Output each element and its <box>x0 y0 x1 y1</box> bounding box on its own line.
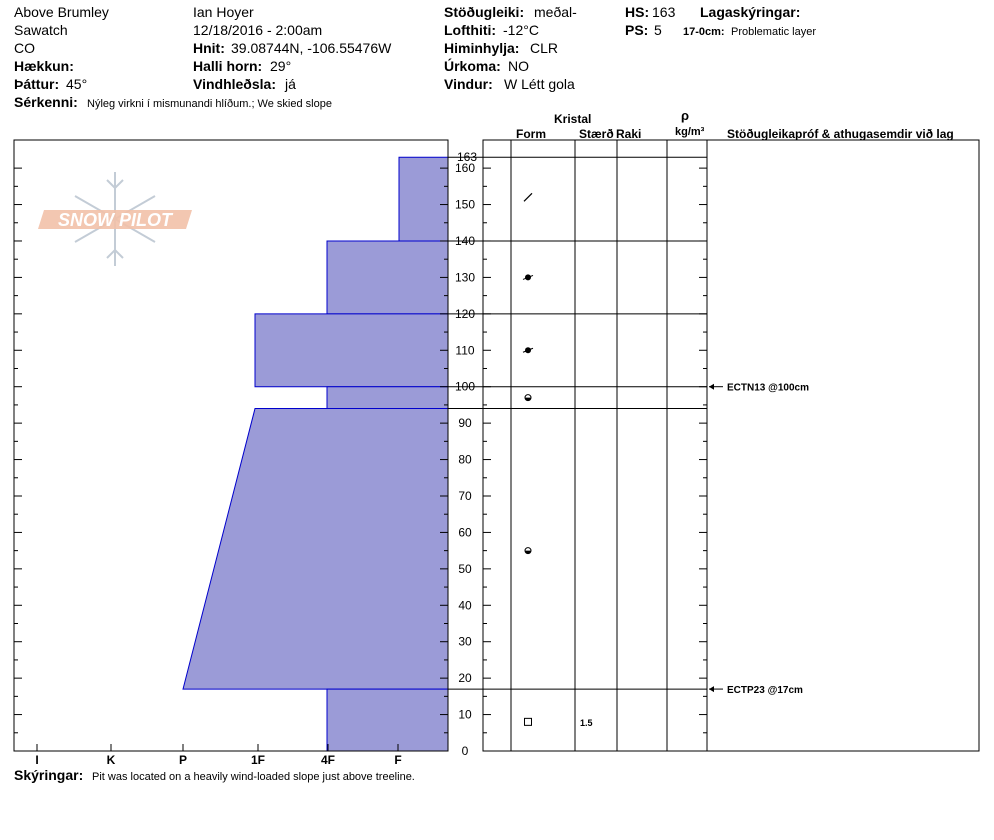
grain-square-icon <box>525 718 532 725</box>
layer-table-frame <box>483 140 979 751</box>
test-arrow-icon <box>709 686 714 692</box>
slope-label: Halli horn: <box>193 58 263 74</box>
hardness-layer <box>183 409 448 690</box>
footer-text: Pit was located on a heavily wind-loaded slope just above treeline. <box>92 771 415 783</box>
coords-label: Hnit: <box>193 40 225 56</box>
footer-label: Skýringar: <box>14 767 84 783</box>
grain-forms <box>523 193 593 728</box>
stability-label: Stöðugleiki: <box>444 4 525 20</box>
hardness-tick-label: 1F <box>250 753 266 767</box>
sky-label: Himinhylja: <box>444 40 520 56</box>
moisture-header: Raki <box>616 127 642 141</box>
hardness-tick-label: K <box>106 753 116 767</box>
form-header: Form <box>516 127 546 141</box>
depth-tick-label: 70 <box>458 488 472 503</box>
test-arrow-icon <box>709 384 714 390</box>
aspect-value: 45° <box>66 76 88 92</box>
hardness-layer <box>327 387 448 409</box>
depth-tick-label: 160 <box>454 161 476 176</box>
wind-load-value: já <box>285 76 296 92</box>
depth-tick-label: 90 <box>458 416 472 431</box>
depth-tick-label: 0 <box>461 744 469 758</box>
airtemp-label: Lofthiti: <box>444 22 497 38</box>
depth-tick-label: 60 <box>458 525 472 540</box>
wind-label: Vindur: <box>444 76 493 92</box>
precip-label: Úrkoma: <box>444 58 501 74</box>
stability-value: meðal- <box>534 4 577 20</box>
rho-header: ρ <box>681 108 690 123</box>
grain-decomposing-icon <box>524 193 532 201</box>
hardness-tick-label: P <box>178 753 188 767</box>
test-label: ECTN13 @100cm <box>727 382 810 394</box>
crystal-header: Kristal <box>554 112 592 126</box>
range: Sawatch <box>14 22 68 38</box>
wind-value: W Létt gola <box>504 76 575 92</box>
elevation-label: Hækkun: <box>14 58 74 74</box>
depth-top-label: 163 <box>456 150 478 165</box>
airtemp-value: -12°C <box>503 22 539 38</box>
hardness-tick-label: I <box>35 753 39 767</box>
state: CO <box>14 40 35 56</box>
location: Above Brumley <box>14 4 109 20</box>
ps-label: PS: <box>625 22 649 38</box>
grain-size-label: 1.5 <box>580 717 593 728</box>
layer-note-text: Problematic layer <box>731 26 816 38</box>
tests-header: Stöðugleikapróf & athugasemdir við lag <box>727 127 954 141</box>
hardness-layer <box>255 314 448 387</box>
depth-tick-label: 120 <box>454 306 476 321</box>
depth-tick-label: 150 <box>454 197 476 212</box>
hardness-tick-label: 4F <box>320 753 336 767</box>
depth-tick-label: 10 <box>458 707 472 722</box>
hs-label: HS: <box>625 4 650 20</box>
hardness-layer <box>399 157 448 241</box>
coords-value: 39.08744N, -106.55476W <box>231 40 392 56</box>
depth-tick-label: 50 <box>458 561 472 576</box>
precip-value: NO <box>508 58 529 74</box>
layer-notes-label: Lagaskýringar: <box>700 4 801 20</box>
sky-value: CLR <box>530 40 559 56</box>
ps-value: 5 <box>654 22 662 38</box>
hardness-layer <box>327 241 448 314</box>
features-label: Sérkenni: <box>14 94 78 110</box>
slope-value: 29° <box>270 58 292 74</box>
hardness-layer <box>327 689 448 751</box>
depth-tick-label: 40 <box>458 598 472 613</box>
layer-note-depth: 17-0cm: <box>683 26 725 38</box>
depth-tick-label: 20 <box>458 671 472 686</box>
datetime: 12/18/2016 - 2:00am <box>193 22 323 38</box>
hardness-profile <box>183 157 448 751</box>
hardness-tick-label: F <box>394 753 402 767</box>
depth-tick-label: 140 <box>454 233 476 248</box>
table-column-dividers <box>511 140 707 751</box>
depth-tick-label: 80 <box>458 452 472 467</box>
features-value: Nýleg virkni í mismunandi hlíðum.; We skied slope <box>87 98 332 110</box>
hs-value: 163 <box>652 4 676 20</box>
test-label: ECTP23 @17cm <box>727 685 803 697</box>
size-header: Stærð <box>579 127 614 141</box>
depth-tick-label: 130 <box>454 270 476 285</box>
logo-text: SNOW PILOT <box>58 210 172 230</box>
depth-tick-label: 30 <box>458 634 472 649</box>
wind-load-label: Vindhleðsla: <box>193 76 276 92</box>
depth-tick-label: 110 <box>455 343 475 358</box>
stability-tests <box>709 383 809 696</box>
aspect-label: Þáttur: <box>14 76 60 92</box>
snowpilot-logo <box>38 172 192 266</box>
density-unit-header: kg/m³ <box>675 126 705 138</box>
depth-tick-label: 100 <box>454 379 476 394</box>
observer: Ian Hoyer <box>193 4 254 20</box>
